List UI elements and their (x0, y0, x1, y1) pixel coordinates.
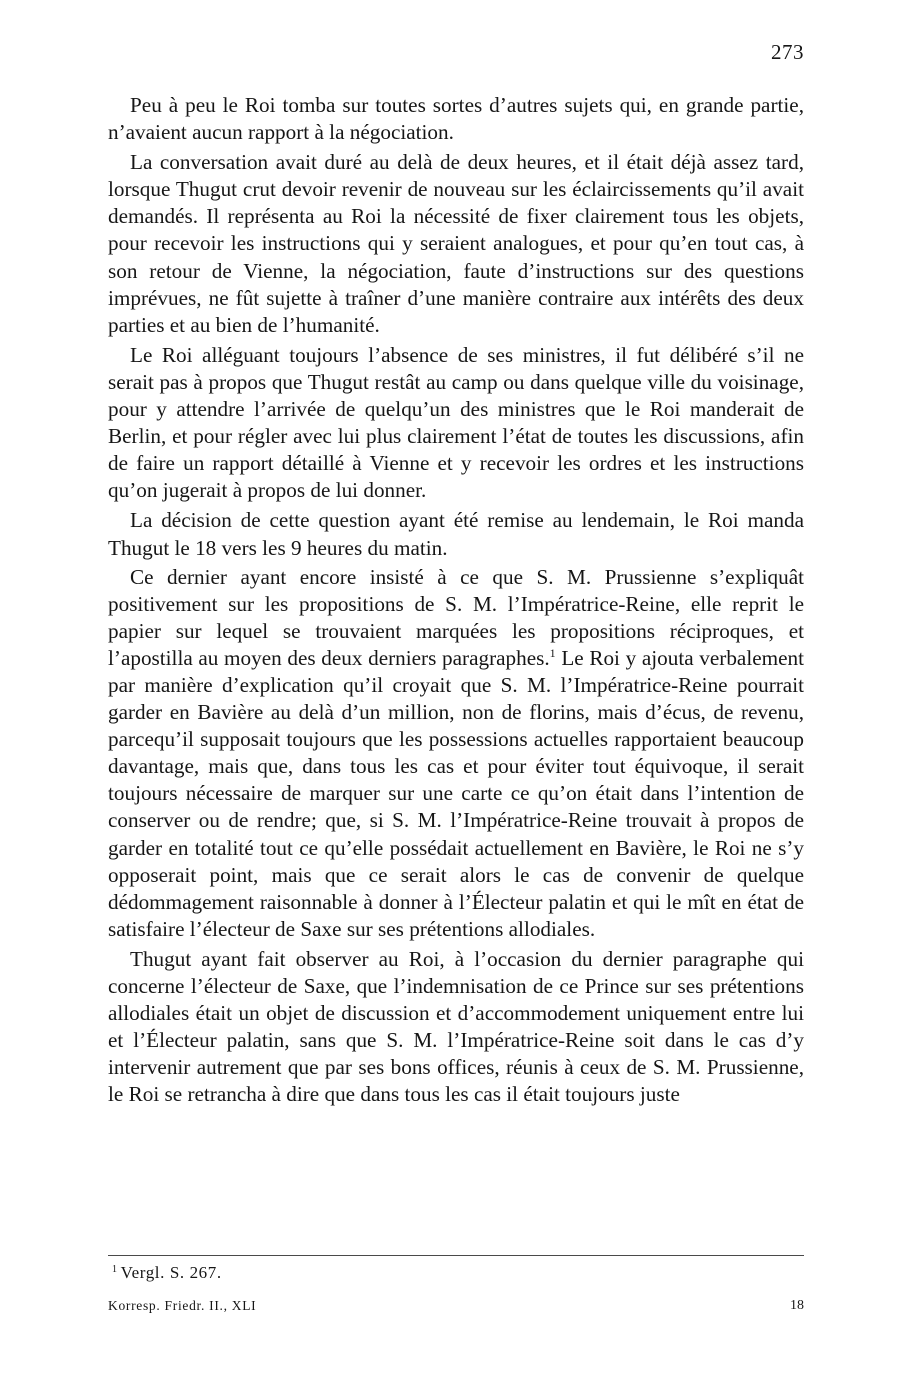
signature-number: 18 (790, 1298, 804, 1313)
paragraph: La décision de cette question ayant été remise au lendemain, le Roi manda Thugut le 18 vers les 9 heures du matin. (108, 508, 804, 560)
paragraph-text-continued: Le Roi y ajouta verbalement par manière d’explication qu’il croyait que S. M. l’Impératrice-Reine pourrait garder en Bavière au delà d’un million, non de florins, mais d’écus, de revenu, parcequ’il supposait toujours que les possessions actuelles rapportaient beaucoup davantage, mais que, dans tous les cas et pour éviter tout équivoque, il serait toujours nécessaire de marquer sur une carte ce qu’on était dans l’intention de conserver ou de rendre; que, si S. M. l’Impératrice-Reine trouvait à propos de garder en totalité tout ce qu’elle possédait actuellement en Bavière, le Roi ne s’y opposerait point, mais que ce serait alors le cas de convenir de quelque dédommagement raisonnable à donner à l’Électeur palatin et qui le mît en état de satisfaire l’électeur de Saxe sur ses prétentions allodiales. (108, 645, 804, 941)
footnote-reference: 1 (549, 645, 556, 660)
paragraph: La conversation avait duré au delà de deux heures, et il était déjà assez tard, lorsque Thugut crut devoir revenir de nouveau sur les éclaircissements qu’il avait demandés. Il représenta au Roi la nécessité de fixer clairement tous les objets, pour recevoir les instructions qui y seraient analogues, et pour qu’en tout cas, à son retour de Vienne, la négociation, faute d’instructions sur des questions imprévues, ne fût sujette à traîner d’une manière contraire aux intérêts des deux parties et au bien de l’humanité. (108, 150, 804, 337)
paragraph-text: Ce dernier ayant encore insisté à ce que S. M. Prussienne s’expliquât positivement sur les propositions de S. M. l’Impératrice-Reine, elle reprit le papier sur lequel se trouvaient marquées les propositions réciproques, et l’apostilla au moyen des deux derniers paragraphes. (108, 564, 804, 670)
footnote-marker: 1 (112, 1264, 118, 1275)
footnote-divider (108, 1255, 804, 1256)
paragraph: Le Roi alléguant toujours l’absence de ses ministres, il fut délibéré s’il ne serait pas à propos que Thugut restât au camp ou dans quelque ville du voisinage, pour y attendre l’arrivée de quelqu’un des ministres que le Roi manderait de Berlin, et pour régler avec lui plus clairement l’état de toutes les discussions, afin de faire un rapport détaillé à Vienne et y recevoir les ordres et les instructions qu’on jugerait à propos de lui donner. (108, 342, 804, 503)
footnote (112, 1262, 222, 1284)
signature-mark: Korresp. Friedr. II., XLI (108, 1298, 257, 1313)
page-number: 273 (771, 40, 804, 64)
body-text (108, 92, 804, 1111)
paragraph-with-footnote (108, 564, 804, 943)
footnote-text: Vergl. S. 267. (120, 1263, 222, 1282)
paragraph: Peu à peu le Roi tomba sur toutes sortes d’autres sujets qui, en grande partie, n’avaient aucun rapport à la négociation. (108, 93, 804, 145)
paragraph: Thugut ayant fait observer au Roi, à l’occasion du dernier paragraphe qui concerne l’électeur de Saxe, que l’indemnisation de ce Prince sur ses prétentions allodiales était un objet de discussion et d’accommodement uniquement entre lui et l’Électeur palatin, sans que S. M. l’Impératrice-Reine soit dans le cas d’y intervenir autrement que par ses bons offices, réunis à ceux de S. M. Prussienne, le Roi se retrancha à dire que dans tous les cas il était toujours juste (108, 946, 804, 1107)
